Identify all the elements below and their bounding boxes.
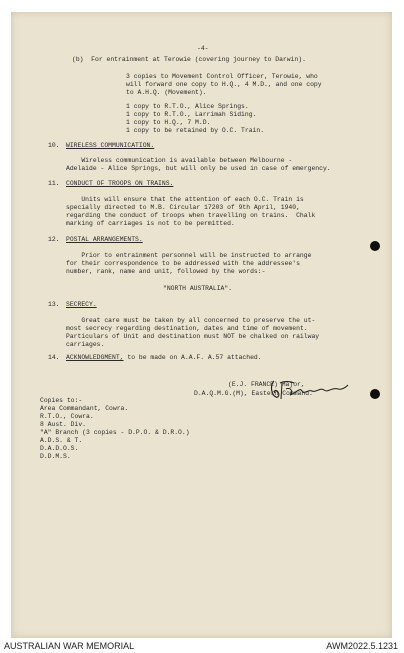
para-b-line: to A.H.Q. (Movement). [126, 89, 207, 96]
section-line: Particulars of Unit and destination must NOT be chalked on railway [66, 333, 320, 340]
section-line: specially directed to M.B. Circular 17203 of 9th April, 1940, [66, 204, 300, 211]
section-line: Wireless communication is available between Melbourne - [66, 157, 293, 164]
section-heading: WIRELESS COMMUNICATION. [66, 142, 155, 149]
section-line: Units will ensure that the attention of each O.C. Train is [66, 196, 304, 203]
section-line: most secrecy regarding destination, dates and time of movement. [66, 325, 308, 332]
footer-credit: AUSTRALIAN WAR MEMORIAL [4, 641, 135, 651]
section-line: Prior to entrainment personnel will be instructed to arrange [66, 252, 312, 259]
copy-line: 1 copy to R.T.O., Alice Springs. [126, 103, 249, 110]
punch-hole [370, 241, 380, 251]
para-b-line: will forward one copy to H.Q., 4 M.D., and one copy [126, 81, 322, 88]
para-b-head: (b) For entrainment at Terowie (covering journey to Darwin). [72, 56, 306, 63]
copies-to-label: Copies to:- [40, 397, 83, 404]
copy-line: 1 copy to be retained by O.C. Train. [126, 127, 265, 134]
section-number: 14. [48, 354, 60, 361]
section-line: number, rank, name and unit, followed by the words:- [66, 268, 266, 275]
footer-accession-number: AWM2022.5.1231 [326, 641, 398, 651]
copies-to-item: "A" Branch (3 copies - D.P.O. & D.R.O.) [40, 429, 190, 436]
copies-to-item: D.A.D.O.S. [40, 445, 79, 452]
section-heading: SECRECY. [66, 301, 97, 308]
section-heading: POSTAL ARRANGEMENTS. [66, 236, 143, 243]
page-number: -4- [197, 45, 209, 52]
punch-hole [370, 389, 380, 399]
section-number: 10. [48, 142, 60, 149]
copy-line: 1 copy to H.Q., 7 M.D. [126, 119, 211, 126]
section-heading: CONDUCT OF TROOPS ON TRAINS. [66, 180, 174, 187]
section-number: 13. [48, 301, 60, 308]
copy-line: 1 copy to R.T.O., Larrimah Siding. [126, 111, 257, 118]
para-b-line: 3 copies to Movement Control Officer, Terowie, who [126, 73, 318, 80]
section-line: to be made on A.A.F. A.57 attached. [123, 354, 262, 361]
section-line: carriages. [66, 341, 105, 348]
copies-to-item: Area Commandant, Cowra. [40, 405, 129, 412]
copies-to-item: A.D.S. & T. [40, 437, 83, 444]
postal-quote: "NORTH AUSTRALIA". [163, 285, 233, 292]
section-line: Great care must be taken by all concerned to preserve the ut- [66, 317, 316, 324]
section-line: Adelaide - Alice Springs, but will only be used in case of emergency. [66, 165, 331, 172]
section-number: 11. [48, 180, 60, 187]
signatory-name: (E.J. FRANCE) Major, [228, 381, 305, 388]
acknowledgment-line [66, 354, 262, 361]
section-heading: ACKNOWLEDGMENT, [66, 354, 124, 361]
copies-to-item: D.D.M.S. [40, 453, 71, 460]
section-line: regarding the conduct of troops when travelling on trains. Chalk [66, 212, 316, 219]
copies-to-item: 8 Aust. Div. [40, 421, 87, 428]
section-line: marking of carriages is not to be permitted. [66, 220, 235, 227]
copies-to-item: R.T.O., Cowra. [40, 413, 94, 420]
section-number: 12. [48, 236, 60, 243]
signatory-title: D.A.Q.M.G.(M), Eastern Command. [194, 390, 313, 397]
section-line: for their correspondence to be addressed with the addressee's [66, 260, 300, 267]
